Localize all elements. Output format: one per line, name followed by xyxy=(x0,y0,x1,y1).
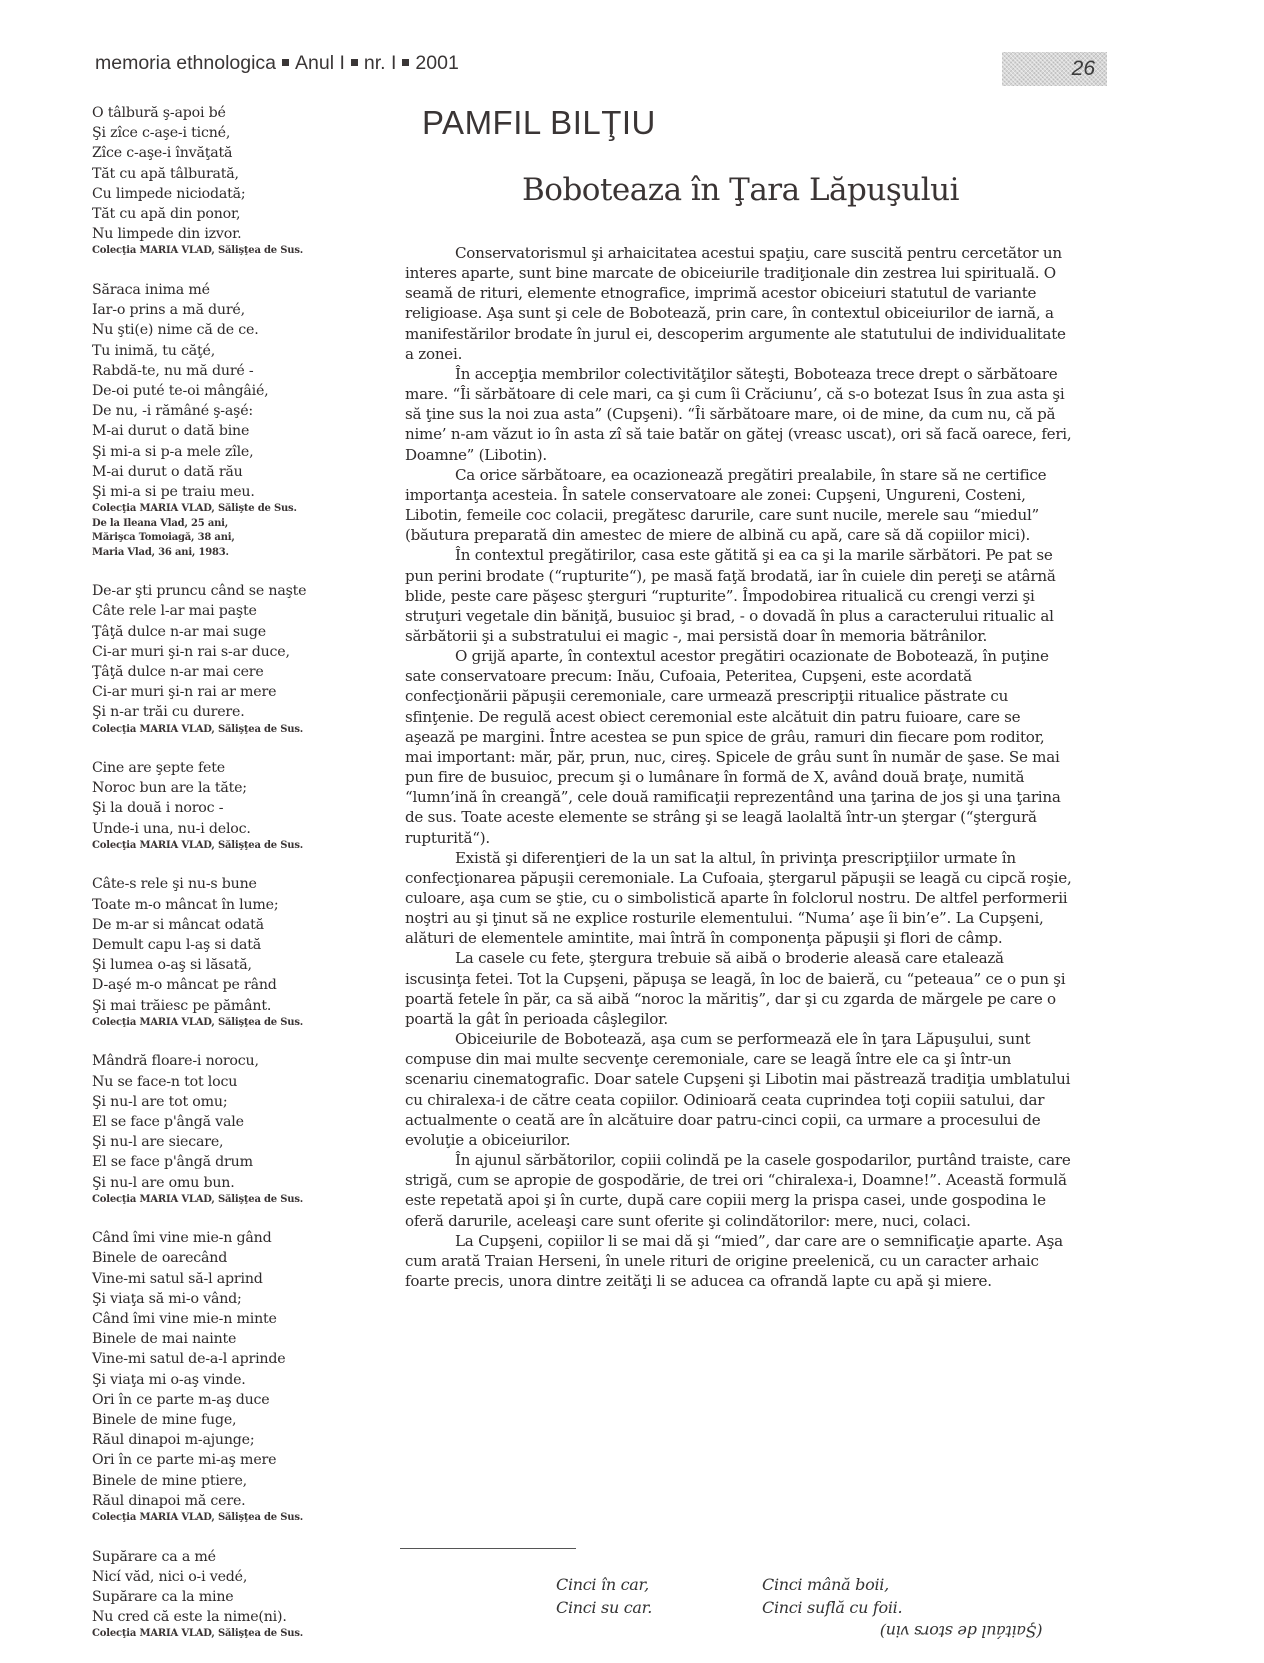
poem-line: Ţâţă dulce n-ar mai suge xyxy=(92,623,266,640)
poem-line: D-aşé m-o mâncat pe rând xyxy=(92,977,277,994)
poem-line: De m-ar si mâncat odată xyxy=(92,916,264,933)
poem-line: Şi nu-l are siecare, xyxy=(92,1134,224,1151)
poem-line: Vine-mi satul să-l aprind xyxy=(92,1270,263,1287)
poem-line: Rabdă-te, nu mă duré - xyxy=(92,362,254,379)
poem-line: Nu cred că este la nime(ni). xyxy=(92,1609,287,1626)
poem-block xyxy=(92,758,352,853)
section-divider xyxy=(400,1548,576,1549)
verse-line: Cinci mână boii, xyxy=(762,1575,889,1594)
poem-line: Tu inimă, tu căţé, xyxy=(92,342,216,359)
poem-credit: Colecţia MARIA VLAD, Sălişţea de Sus. xyxy=(92,723,304,735)
black-square-icon xyxy=(402,59,409,66)
page-number: 26 xyxy=(1002,52,1107,86)
poem-line: Şi la două i noroc - xyxy=(92,800,224,817)
poem-line: Ori în ce parte m-aş duce xyxy=(92,1391,270,1408)
poem-line: M-ai durut o dată rău xyxy=(92,463,243,480)
poem-line: Când îmi vine mie-n minte xyxy=(92,1311,277,1328)
poem-line: Binele de mai nainte xyxy=(92,1331,237,1348)
poem-line: Nu şti(e) nime că de ce. xyxy=(92,322,259,339)
poem-block xyxy=(92,1051,352,1207)
poem-line: Tăt cu apă din ponor, xyxy=(92,206,241,223)
riddle-verse-left xyxy=(556,1573,652,1619)
poem-line: Şi lumea o-aş si lăsată, xyxy=(92,957,252,974)
poem-credit: Colecţia MARIA VLAD, Sălişţea de Sus. xyxy=(92,1016,304,1028)
poem-line: M-ai durut o dată bine xyxy=(92,423,250,440)
poem-line: Nu se face-n tot locu xyxy=(92,1073,238,1090)
article-paragraph: Conservatorismul şi arhaicitatea acestui spaţiu, care suscită pentru cercetător un interes aparte, sunt bine marcate de obiceiurile tradiţionale din zestrea lui spirituală. O seamă de rituri, elemente etnografice, imprimă acestor obiceiuri statutul de variante religioase. Aşa sunt şi cele de Bobotează, prin care, în contextul obiceiurilor de iarnă, a manifestărilor brodate în jurul ei, descoperim argumente ale statutului de individualitate a zonei. xyxy=(405,244,1066,363)
poem-line: Ţâţă dulce n-ar mai cere xyxy=(92,663,264,680)
poem-line: Şi mi-a si p-a mele zîle, xyxy=(92,443,254,460)
poem-block xyxy=(92,874,352,1030)
poem-line: Binele de oarecând xyxy=(92,1250,228,1267)
poem-line: Supărare ca a mé xyxy=(92,1548,216,1565)
poem-line: Câte-s rele şi nu-s bune xyxy=(92,876,257,893)
poem-credit: Colecţia MARIA VLAD, Sălişţea de Sus. xyxy=(92,1193,304,1205)
riddle-verse-right xyxy=(762,1573,902,1619)
poem-line: Şi zîce c-aşe-i ticné, xyxy=(92,125,231,142)
poem-line: Cine are şepte fete xyxy=(92,760,225,777)
poem-line: Noroc bun are la tăte; xyxy=(92,780,247,797)
poem-line: Câte rele l-ar mai paşte xyxy=(92,603,257,620)
poem-block xyxy=(92,103,352,259)
poem-line: Demult capu l-aş si dată xyxy=(92,937,262,953)
article-paragraph: O grijă aparte, în contextul acestor pregătiri ocazionate de Bobotează, în puţine sate conservatoare precum: Inău, Cufoaia, Peteritea, Cupşeni, este acordată confecţionării păpuşii ceremoniale, care urmează prescripţii ritualice păstrate cu sfinţenie. De regulă acest obiect ceremonial este alcătuit din patru fuioare, care se aşează pe margini. Între acestea se pun spice de grâu, ramuri din fiecare pom roditor, mai important: măr, păr, prun, nuc, cireş. Spicele de grâu sunt în număr de şase. Se mai pun fire de busuioc, precum şi o lumânare în formă de X, având două braţe, numită “lumn’ină în creangă”, cele două ramificaţii reprezentând una ţarina de jos şi una ţarina de sus. Toate aceste elemente se strâng şi se leagă laolaltă într-un ştergar (“ştergură rupturită“). xyxy=(405,647,1061,847)
article-paragraph: În contextul pregătirilor, casa este gătită şi ea ca şi la marile sărbători. Pe pat se pun perini brodate (“rupturite“), pe masă faţă brodată, iar în cuiele din pereţi se atârnă blide, peste care păşesc şterguri “rupturite”. Împodobirea ritualică cu crengi verzi şi struţuri vegetale din băniţă, busuioc şi brad, - o dovadă în plus a caracterului ritualic al sărbătorii şi a substratului ei magic -, mai persistă doar în memoria bătrânilor. xyxy=(405,546,1056,645)
issue-label: nr. I xyxy=(363,52,397,74)
poem-credit: Colecţia MARIA VLAD, Sălişţea de Sus. xyxy=(92,245,304,257)
poem-line: Răul dinapoi m-ajunge; xyxy=(92,1432,255,1449)
journal-running-title xyxy=(95,52,459,75)
poem-block xyxy=(92,280,352,560)
article-body xyxy=(405,243,1073,1291)
poem-credit: Colecţia MARIA VLAD, Sălişţea de Sus. xyxy=(92,839,304,851)
poem-line: Cu limpede niciodată; xyxy=(92,185,246,202)
black-square-icon xyxy=(351,59,358,66)
poem-line: Zîce c-aşe-i învăţată xyxy=(92,145,233,162)
poem-line: Când îmi vine mie-n gând xyxy=(92,1230,272,1247)
article-paragraph: În accepţia membrilor colectivităţilor săteşti, Boboteaza trece drept o sărbătoare mare. “Îi sărbătoare di cele mari, ca şi cum îi Crăciunu’, că s-o botezat Isus în zua asta şi să ţine sus la noi zua asta” (Cupşeni). “Îi sărbătoare mare, oi de mine, da cum nu, că pă nime’ n-am văzut io în asta zî să taie batăr on gătej (vreasc uscat), ori să facă oarece, feri, Doamne” (Libotin). xyxy=(405,364,1072,464)
poem-credit: Colecţia MARIA VLAD, Sălişţea de Sus. xyxy=(92,1628,304,1640)
poem-line: Nicí văd, nici o-i vedé, xyxy=(92,1568,248,1585)
poem-line: Şi viaţa să mi-o vând; xyxy=(92,1290,242,1307)
poem-line: El se face p'ângă vale xyxy=(92,1113,244,1130)
article-paragraph: Ca orice sărbătoare, ea ocazionează pregătiri prealabile, în stare să ne certifice importanţa acesteia. În satele conservatoare ale zonei: Cupşeni, Ungureni, Costeni, Libotin, femeile coc colacii, pregătesc darurile, care sunt nucile, merele sau “miedul” (băutura preparată din amestec de miere de albină cu apă, care să dă copiilor mici). xyxy=(405,465,1047,545)
poem-line: Mândră floare-i norocu, xyxy=(92,1053,259,1070)
poem-line: Şi viaţa mi o-aş vinde. xyxy=(92,1371,246,1388)
poem-line: Şi nu-l are tot omu; xyxy=(92,1093,228,1110)
poem-block xyxy=(92,1228,352,1525)
poem-line: Şi n-ar trăi cu durere. xyxy=(92,704,245,721)
article-author: PAMFIL BILŢIU xyxy=(422,104,656,141)
poem-line: Ori în ce parte mi-aş mere xyxy=(92,1452,277,1469)
article-paragraph: Există şi diferenţieri de la un sat la altul, în privinţa prescripţiilor urmate în confecţionarea păpuşii ceremoniale. La Cufoaia, ştergarul păpuşii se leagă cu cipcă roşie, culoare, aşa cum se ştie, cu o simbolistică aparte în folclorul nostru. De altfel performerii noştri au şi ţinut să ne explice rosturile elementului. “Numa’ aşe îi bin’e”. La Cupşeni, alături de elementele amintite, mai întră în componenţa păpuşii şi flori de câmp. xyxy=(405,848,1072,948)
poem-line: Binele de mine ptiere, xyxy=(92,1472,247,1489)
poem-line: Nu limpede din izvor. xyxy=(92,226,242,243)
poem-line: De nu, -i rămâné ş-aşé: xyxy=(92,403,254,420)
poem-credit: Mărişca Tomoiagă, 38 ani, xyxy=(92,532,235,544)
poem-credit: Colecţia MARIA VLAD, Sălişte de Sus. xyxy=(92,503,297,515)
poem-line: Ci-ar muri şi-n rai s-ar duce, xyxy=(92,643,290,660)
year-label: 2001 xyxy=(415,52,459,74)
folk-poems-column xyxy=(92,103,352,1663)
poem-line: Ci-ar muri şi-n rai ar mere xyxy=(92,684,277,701)
poem-block xyxy=(92,1547,352,1642)
poem-line: Supărare ca la mine xyxy=(92,1588,234,1605)
riddle-answer-upside-down: (Şaitául de stors vin) xyxy=(880,1622,1043,1641)
poem-line: Şi nu-l are omu bun. xyxy=(92,1174,235,1191)
volume-label: Anul I xyxy=(295,52,345,74)
poem-line: De-oi puté te-oi mângâié, xyxy=(92,382,269,399)
poem-credit: Colecţia MARIA VLAD, Sălişţea de Sus. xyxy=(92,1512,304,1524)
poem-line: O tâlbură ş-apoi bé xyxy=(92,105,226,121)
poem-line: Şi mai trăiesc pe pământ. xyxy=(92,997,272,1014)
article-paragraph: Obiceiurile de Bobotează, aşa cum se performează ele în ţara Lăpuşului, sunt compuse din mai multe secvenţe ceremoniale, care se leagă între ele ca şi într-un scenariu cinematografic. Doar satele Cupşeni şi Libotin mai păstrează tradiţia umblatului cu chiralexa-i de către ceata copiilor. Odinioară ceata cuprindea toţi copiii satului, dar actualmente o ceată are în alcătuire doar patru-cinci copii, ca urmare a procesului de evoluţie a obiceiurilor. xyxy=(405,1030,1071,1149)
poem-line: Vine-mi satul de-a-l aprinde xyxy=(92,1351,286,1368)
poem-line: Iar-o prins a mă duré, xyxy=(92,302,245,319)
poem-line: Săraca inima mé xyxy=(92,281,210,298)
article-paragraph: În ajunul sărbătorilor, copiii colindă pe la casele gospodarilor, purtând traiste, care strigă, cum se apropie de gospodărie, de trei ori “chiralexa-i, Doamne!”. Această formulă este repetată apoi şi în curte, după care copiii merg la prispa casei, unde gospodina le oferă darurile, aceleaşi care sunt oferite şi colindătorilor: mere, nuci, colaci. xyxy=(405,1151,1071,1230)
verse-line: Cinci în car, xyxy=(556,1575,649,1594)
article-paragraph: La casele cu fete, ştergura trebuie să aibă o broderie aleasă care etalează iscusinţa fetei. Tot la Cupşeni, păpuşa se leagă, în loc de baieră, cu “peteaua” ce o pun şi poartă fetele în păr, ca să aibă “noroc la măritiş”, dar şi cu zgarda de mărgele pe care o poartă la gât în perioada câşlegilor. xyxy=(405,949,1066,1028)
poem-line: Răul dinapoi mă cere. xyxy=(92,1492,246,1509)
verse-line: Cinci su car. xyxy=(556,1598,653,1617)
poem-line: Toate m-o mâncat în lume; xyxy=(92,896,279,913)
poem-line: El se face p'ângă drum xyxy=(92,1154,253,1171)
poem-block xyxy=(92,581,352,737)
poem-credit: Maria Vlad, 36 ani, 1983. xyxy=(92,546,229,558)
running-header xyxy=(95,48,1115,88)
poem-line: De-ar şti pruncu când se naşte xyxy=(92,583,307,600)
poem-line: Unde-i una, nu-i deloc. xyxy=(92,820,251,837)
poem-line: Binele de mine fuge, xyxy=(92,1412,237,1429)
article-title: Boboteaza în Ţara Lăpuşului xyxy=(522,172,959,208)
poem-credit: De la Ileana Vlad, 25 ani, xyxy=(92,517,229,529)
black-square-icon xyxy=(282,59,289,66)
article-paragraph: La Cupşeni, copiilor li se mai dă şi “mied”, dar care are o semnificaţie aparte. Aşa cum arată Traian Herseni, în unele rituri de origine preelenică, cu un caracter arhaic foarte precis, unora dintre zeităţi li se aducea ca ofrandă lapte cu apă şi miere. xyxy=(405,1231,1063,1290)
verse-line: Cinci suflă cu foii. xyxy=(762,1598,903,1617)
poem-line: Tăt cu apă tâlburată, xyxy=(92,165,239,182)
poem-line: Şi mi-a si pe traiu meu. xyxy=(92,483,255,500)
journal-name: memoria ethnologica xyxy=(95,52,277,74)
